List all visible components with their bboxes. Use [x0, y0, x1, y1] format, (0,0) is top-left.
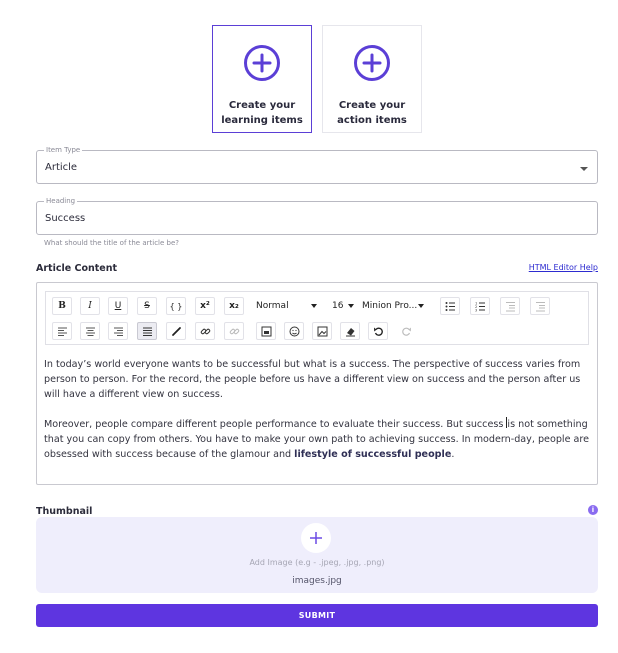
clear-format-button[interactable]: [340, 322, 360, 340]
emoji-button[interactable]: [284, 322, 304, 340]
underline-button[interactable]: U: [108, 297, 128, 315]
embed-icon: [261, 326, 272, 337]
submit-button[interactable]: SUBMIT: [36, 604, 598, 627]
font-size-select[interactable]: [332, 297, 356, 315]
font-family-select[interactable]: [362, 297, 432, 315]
emoji-icon: [289, 326, 300, 337]
unlink-icon: [229, 326, 240, 337]
indent-icon: [535, 301, 546, 312]
bold-text: lifestyle of successful people: [294, 449, 452, 460]
card-label: Create your action items: [337, 100, 407, 126]
align-left-button[interactable]: [52, 322, 72, 340]
code-button[interactable]: { }: [166, 297, 186, 315]
image-icon: [317, 326, 328, 337]
undo-icon: [373, 326, 384, 337]
align-center-icon: [85, 326, 96, 337]
thumbnail-label: Thumbnail: [36, 506, 93, 517]
html-editor-help-link[interactable]: HTML Editor Help: [528, 263, 598, 272]
align-right-icon: [113, 326, 124, 337]
card-learning-items[interactable]: [212, 25, 312, 133]
svg-text:1: 1: [474, 301, 477, 305]
article-content-label: Article Content: [36, 263, 118, 274]
outdent-icon: [505, 301, 516, 312]
bullet-list-button[interactable]: [440, 297, 460, 315]
eraser-icon: [345, 326, 356, 337]
rich-text-editor[interactable]: [36, 282, 598, 485]
dropzone-hint: Add Image (e.g - .jpeg, .jpg, .png): [249, 558, 385, 567]
font-size-value: 16: [332, 301, 344, 311]
chevron-down-icon: [348, 304, 354, 308]
heading-input[interactable]: [36, 197, 598, 235]
font-family-value: Minion Pro...: [362, 301, 418, 311]
card-action-items[interactable]: [322, 25, 422, 133]
info-icon[interactable]: i: [588, 505, 598, 515]
align-left-icon: [57, 326, 68, 337]
outdent-button[interactable]: [500, 297, 520, 315]
align-justify-button[interactable]: [137, 322, 157, 340]
align-justify-icon: [142, 326, 153, 337]
add-image-button[interactable]: [301, 523, 331, 553]
bullet-list-icon: [445, 301, 456, 312]
redo-icon: [401, 326, 412, 337]
svg-text:2: 2: [474, 304, 477, 309]
heading-legend: Heading: [46, 197, 76, 205]
brush-icon: [171, 326, 182, 337]
indent-button[interactable]: [530, 297, 550, 315]
redo-button[interactable]: [396, 322, 416, 340]
numbered-list-button[interactable]: [470, 297, 490, 315]
insert-link-button[interactable]: [195, 322, 215, 340]
unlink-button[interactable]: [224, 322, 244, 340]
insert-image-button[interactable]: [312, 322, 332, 340]
add-circle-icon: [243, 44, 281, 82]
plus-icon: [309, 531, 323, 545]
dropdown-caret-icon: [580, 167, 588, 171]
heading-hint: What should the title of the article be?: [44, 239, 179, 247]
align-center-button[interactable]: [80, 322, 100, 340]
undo-button[interactable]: [368, 322, 388, 340]
align-right-button[interactable]: [108, 322, 128, 340]
uploaded-file-name: images.jpg: [292, 576, 342, 586]
editor-toolbar: [45, 291, 589, 345]
thumbnail-dropzone[interactable]: [36, 517, 598, 593]
superscript-button[interactable]: x²: [195, 297, 215, 315]
strikethrough-button[interactable]: S: [137, 297, 157, 315]
numbered-list-icon: [475, 301, 486, 312]
insert-embed-button[interactable]: [256, 322, 276, 340]
item-type-select[interactable]: [36, 146, 598, 184]
chevron-down-icon: [418, 304, 424, 308]
color-button[interactable]: [166, 322, 186, 340]
block-format-select[interactable]: [256, 297, 326, 315]
paragraph-2: Moreover, people compare different people performance to evaluate their success. But success is not something that you can copy from others. You have to make your own path to achieving success. In modern-day, people are obsessed with success because of the glamour and lifestyle of successful people.: [44, 419, 590, 460]
italic-button[interactable]: I: [80, 297, 100, 315]
editor-content[interactable]: [44, 357, 592, 477]
item-type-value: Article: [45, 162, 78, 173]
bold-button[interactable]: B: [52, 297, 72, 315]
item-type-legend: Item Type: [46, 146, 81, 154]
chevron-down-icon: [311, 304, 317, 308]
heading-value: Success: [45, 213, 86, 224]
card-label: Create your learning items: [221, 100, 303, 126]
svg-text:3: 3: [474, 308, 477, 312]
block-format-value: Normal: [256, 301, 289, 311]
link-icon: [200, 326, 211, 337]
add-circle-icon: [353, 44, 391, 82]
subscript-button[interactable]: x₂: [224, 297, 244, 315]
paragraph-1: In today’s world everyone wants to be successful but what is a success. The perspective of success varies from person to person. For the record, the people before us have a different view on success and the person after us will have a different view on success.: [44, 359, 581, 400]
